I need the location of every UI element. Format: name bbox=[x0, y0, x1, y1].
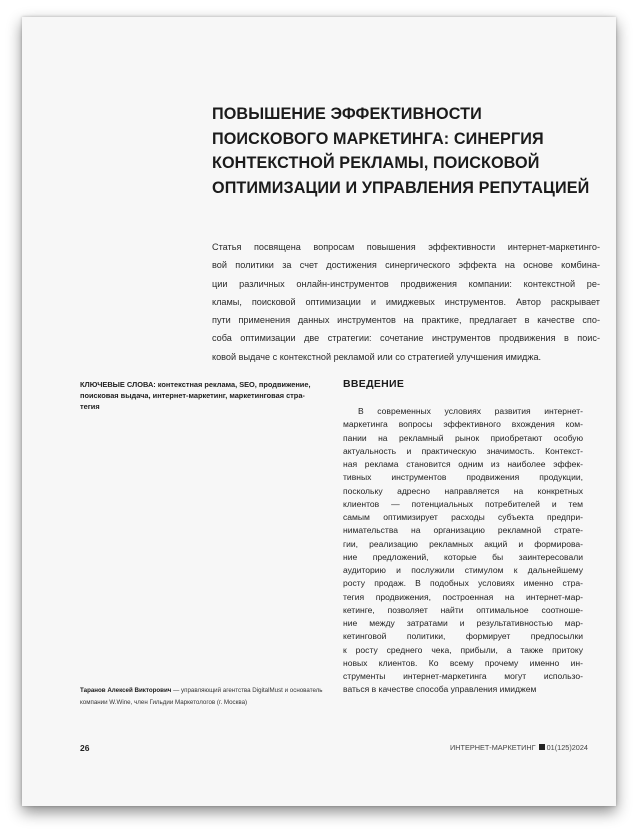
abstract-line: соба оптимизации две стратегии: сочетание инструментов продвижения в поис- bbox=[212, 333, 600, 344]
article-title bbox=[212, 102, 602, 200]
body-line: актуальность и практическую значимость. Контекст- bbox=[343, 445, 583, 456]
body-line: тегия продвижения, построенная на интернет-мар- bbox=[343, 591, 583, 602]
title-line: КОНТЕКСТНОЙ РЕКЛАМЫ, ПОИСКОВОЙ bbox=[212, 154, 540, 172]
body-line: росту продаж. В подобных условиях именно стра- bbox=[343, 578, 583, 589]
body-line: ваться в качестве способа управления имиджем bbox=[343, 684, 537, 695]
author-name: Таранов Алексей Викторович bbox=[80, 687, 172, 694]
body-line: ная реклама становится одним из наиболее эффек- bbox=[343, 459, 583, 469]
body-line: струменты интернет-маркетинга могут использо- bbox=[343, 671, 583, 681]
body-line: к росту среднего чека, прибыли, а также притоку bbox=[343, 644, 583, 655]
running-footer bbox=[450, 743, 588, 752]
title-line: ОПТИМИЗАЦИИ И УПРАВЛЕНИЯ РЕПУТАЦИЕЙ bbox=[212, 178, 590, 197]
abstract-line: кламы, поисковой оптимизации и имиджевых инструментов. Автор раскрывает bbox=[212, 296, 600, 307]
issue-number: 01(125)2024 bbox=[546, 743, 588, 752]
body-line: маркетинга вопросы эффективного вхождения ком- bbox=[343, 419, 583, 430]
body-line: гии, реализацию рекламных акций и формирова- bbox=[343, 538, 583, 549]
author-description: — управляющий агентства DigitalMust и основатель bbox=[171, 687, 323, 694]
page-number: 26 bbox=[80, 743, 90, 753]
journal-name: ИНТЕРНЕТ-МАРКЕТИНГ bbox=[450, 743, 536, 752]
square-separator-icon bbox=[539, 744, 545, 750]
body-line: клиентов — потенциальных потребителей и тем bbox=[343, 498, 583, 509]
body-line: ние между затратами и результативностью мар- bbox=[343, 618, 583, 628]
title-line: ПОИСКОВОГО МАРКЕТИНГА: СИНЕРГИЯ bbox=[212, 129, 544, 148]
body-text bbox=[343, 405, 583, 697]
body-line: аудиторию и послужили стимулом к дальнейшему bbox=[343, 565, 583, 575]
author-line: компании W.Wine, член Гильдии Маркетологов (г. Москва) bbox=[80, 698, 248, 706]
abstract-line: Статья посвящена вопросам повышения эффективности интернет-маркетинго- bbox=[212, 242, 600, 252]
body-line: пании на рекламный рынок приобретают особую bbox=[343, 432, 583, 443]
keywords-block bbox=[80, 379, 326, 413]
author-info bbox=[80, 685, 340, 708]
title-line: ПОВЫШЕНИЕ ЭФФЕКТИВНОСТИ bbox=[212, 105, 482, 123]
body-line: нимательства на организацию рекламной страте- bbox=[343, 525, 583, 536]
keywords-line: КЛЮЧЕВЫЕ СЛОВА: контекстная реклама, SEO, продвижение, bbox=[80, 380, 311, 389]
abstract-line: ковой выдаче с контекстной рекламой или со стратегией улучшения имиджа. bbox=[212, 351, 542, 362]
body-line: В современных условиях развития интернет- bbox=[358, 406, 583, 416]
body-line: самым оптимизирует расходы субъекта предпри- bbox=[343, 512, 583, 522]
body-line: ние предложений, которые бы заинтересовали bbox=[343, 551, 583, 562]
body-line: кетинговой политики, формирует предпосылки bbox=[343, 631, 583, 642]
body-line: поскольку адресно направляется на конкретных bbox=[343, 485, 583, 496]
body-line: кетинге, позволяет найти оптимальное соотноше- bbox=[343, 604, 583, 615]
author-line bbox=[80, 685, 340, 697]
abstract-line: ции различных онлайн-инструментов продвижения компании: контекстной ре- bbox=[212, 278, 600, 289]
body-line: новых клиентов. Ко всему прочему именно ин- bbox=[343, 657, 583, 668]
abstract-line: пути применения данных инструментов на практике, предлагает в качестве спо- bbox=[212, 315, 600, 326]
article-abstract bbox=[212, 238, 600, 366]
keywords-line: поисковая выдача, интернет-маркетинг, маркетинговая стра- bbox=[80, 391, 305, 401]
section-heading: ВВЕДЕНИЕ bbox=[343, 378, 405, 390]
body-line: тивных инструментов продвижения продукции, bbox=[343, 472, 583, 483]
abstract-line: вой политики за счет достижения синергического эффекта на основе комбина- bbox=[212, 260, 600, 271]
journal-page bbox=[22, 17, 616, 806]
keywords-line: тегия bbox=[80, 402, 100, 412]
